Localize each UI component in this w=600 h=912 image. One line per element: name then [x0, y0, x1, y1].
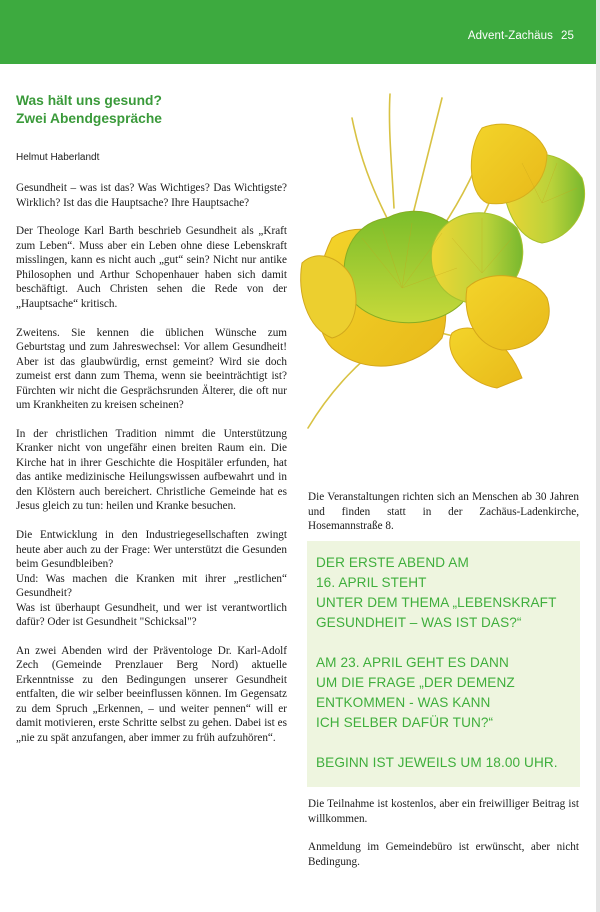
fee-paragraph: Die Teilnahme ist kostenlos, aber ein freiwilliger Beitrag ist willkommen. [308, 798, 579, 825]
author-name: Helmut Haberlandt [16, 152, 100, 163]
info-line: DER ERSTE ABEND AM [316, 555, 469, 570]
paragraph: An zwei Abenden wird der Präventologe Dr. Karl-Adolf Zech (Gemeinde Prenzlauer Berg Nord) aktuelle Erkenntnisse zu den Bedingungen unserer Gesundheit entfalten, die wir selber beeinflussen können. Im Gegensatz zu dem Spruch „Erkennen, – und weiter pennen“ will er damit motivieren, erste Schritte selbst zu gehen. Dabei ist es „nie zu spät anzufangen, aber immer zu früh aufzuhören“. [16, 644, 287, 744]
venue-paragraph: Die Veranstaltungen richten sich an Menschen ab 30 Jahren und finden statt in der Zachäus-Ladenkirche, Hosemannstraße 8. [308, 491, 579, 532]
paragraph: In der christlichen Tradition nimmt die Unterstützung Kranker nicht von ungefähr einen breiten Raum ein. Die Kirche hat in ihrer Geschichte die Hospitäler erfunden, hat das antike medizinische Heilungswissen aufbewahrt und in den Klöstern auch bereichert. Christliche Gemeinde hat es Jesus gleich zu tun: heilen und Kranke besuchen. [16, 427, 287, 513]
start-time-block [316, 753, 572, 773]
page-edge [596, 0, 600, 912]
info-line: AM 23. APRIL GEHT ES DANN [316, 655, 509, 670]
info-line: GESUNDHEIT – WAS IST DAS?“ [316, 615, 522, 630]
registration-paragraph: Anmeldung im Gemeindebüro ist erwünscht, aber nicht Bedingung. [308, 841, 579, 868]
participation-notes [308, 797, 579, 884]
article-body-right-column [308, 490, 579, 548]
paragraph: Zweitens. Sie kennen die üblichen Wünsche zum Geburtstag und zum Jahreswechsel: Vor allem Gesundheit! Aber ist das glaubwürdig, ernst gemeint? Wird sie doch zumeist erst dann zum Thema, wenn sie beeinträchtigt ist? Fürchten wir nicht die Gesprächsrunden Älterer, die oft nur um Krankheiten zu kreisen scheinen? [16, 326, 287, 412]
info-line: UM DIE FRAGE „DER DEMENZ [316, 675, 515, 690]
info-line: UNTER DEM THEMA „LEBENSKRAFT [316, 595, 557, 610]
paragraph: Was ist überhaupt Gesundheit, und wer ist verantwortlich dafür? Oder ist Gesundheit "Schicksal"? [16, 601, 287, 629]
info-line: BEGINN IST JEWEILS UM 18.00 UHR. [316, 755, 558, 770]
page-header-bar [0, 0, 596, 64]
title-line-2: Zwei Abendgespräche [16, 111, 162, 126]
ginkgo-leaves-illustration [292, 88, 596, 478]
paragraph: Und: Was machen die Kranken mit ihrer „restlichen“ Gesundheit? [16, 572, 287, 600]
page-number: 25 [561, 30, 574, 42]
event-info-box [307, 541, 580, 787]
second-evening-block [316, 653, 572, 733]
running-header [468, 30, 574, 42]
article-body-left-column [16, 181, 287, 760]
article-title [16, 92, 296, 128]
info-line: 16. APRIL STEHT [316, 575, 427, 590]
paragraph: Der Theologe Karl Barth beschrieb Gesundheit als „Kraft zum Leben“. Muss aber ein Leben ohne diese Lebenskraft misslingen, kann es nicht auch „gut“ sein? Nicht nur antike Philosophen und Arthur Schopenhauer haben sich damit beschäftigt. Auch Christen sehen die Rede von der „Hauptsache“ kritisch. [16, 225, 287, 310]
title-line-1: Was hält uns gesund? [16, 93, 162, 108]
paragraph: Gesundheit – was ist das? Was Wichtiges? Das Wichtigste? Wirklich? Ist das die Hauptsache? Ihre Hauptsache? [16, 182, 287, 209]
paragraph: Die Entwicklung in den Industriegesellschaften zwingt heute aber auch zu der Frage: Wer unterstützt die Gesunden beim Gesundbleiben? [16, 529, 287, 571]
info-line: ICH SELBER DAFÜR TUN?“ [316, 715, 494, 730]
info-line: ENTKOMMEN - WAS KANN [316, 695, 491, 710]
first-evening-block [316, 553, 572, 633]
section-name: Advent-Zachäus [467, 30, 553, 42]
